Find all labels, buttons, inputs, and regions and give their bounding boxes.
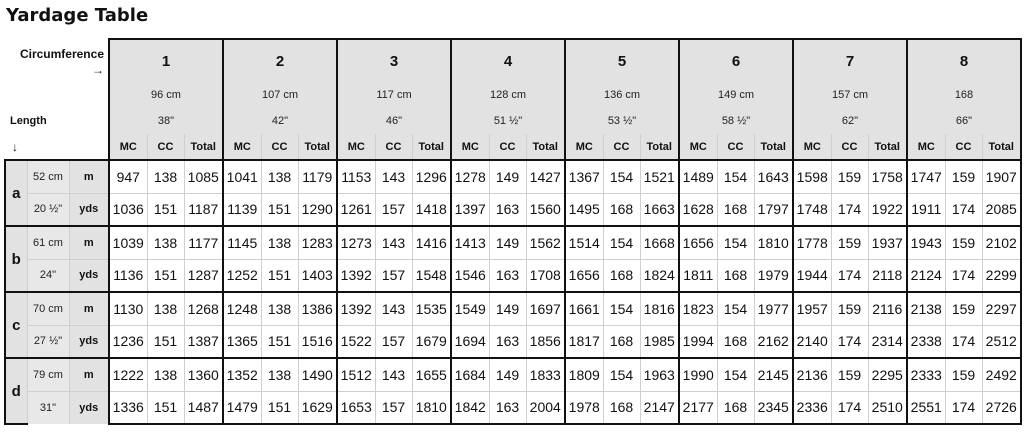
circumference-inch: 46" xyxy=(337,108,451,134)
table-cell: 1516 xyxy=(298,325,337,358)
table-cell: 174 xyxy=(945,391,982,424)
yardage-table xyxy=(4,38,1022,425)
unit-label: yds xyxy=(69,325,109,358)
table-cell: 1653 xyxy=(337,391,375,424)
column-subheader: MC xyxy=(337,134,375,160)
circumference-header-cell xyxy=(5,39,109,82)
table-cell: 1816 xyxy=(640,292,679,325)
table-cell: 168 xyxy=(603,193,640,226)
table-cell: 1985 xyxy=(640,325,679,358)
table-cell: 1287 xyxy=(184,259,223,292)
length-cm: 61 cm xyxy=(27,226,69,259)
table-cell: 143 xyxy=(375,292,412,325)
table-cell: 1495 xyxy=(565,193,603,226)
table-cell: 138 xyxy=(261,160,298,193)
column-subheader: MC xyxy=(109,134,147,160)
table-cell: 2004 xyxy=(526,391,565,424)
table-cell: 1179 xyxy=(298,160,337,193)
table-cell: 2551 xyxy=(907,391,945,424)
table-cell: 1512 xyxy=(337,358,375,391)
right-arrow-icon: → xyxy=(92,63,104,77)
table-cell: 151 xyxy=(147,259,184,292)
circumference-inch: 51 ½" xyxy=(451,108,565,134)
table-cell: 1833 xyxy=(526,358,565,391)
length-cm: 52 cm xyxy=(27,160,69,193)
table-cell: 154 xyxy=(603,226,640,259)
table-cell: 1944 xyxy=(793,259,831,292)
table-cell: 1153 xyxy=(337,160,375,193)
table-cell: 1397 xyxy=(451,193,489,226)
table-cell: 149 xyxy=(489,358,526,391)
circumference-cm: 149 cm xyxy=(679,82,793,108)
table-cell: 154 xyxy=(717,226,754,259)
table-cell: 163 xyxy=(489,259,526,292)
table-cell: 138 xyxy=(147,292,184,325)
table-cell: 151 xyxy=(261,391,298,424)
table-cell: 1387 xyxy=(184,325,223,358)
table-cell: 2085 xyxy=(982,193,1021,226)
table-cell: 168 xyxy=(717,325,754,358)
table-cell: 2147 xyxy=(640,391,679,424)
size-number: 6 xyxy=(679,39,793,82)
table-cell: 2116 xyxy=(868,292,907,325)
table-cell: 163 xyxy=(489,193,526,226)
table-cell: 138 xyxy=(261,292,298,325)
table-cell: 1797 xyxy=(754,193,793,226)
table-cell: 138 xyxy=(147,160,184,193)
table-cell: 1679 xyxy=(412,325,451,358)
table-cell: 1708 xyxy=(526,259,565,292)
table-cell: 1041 xyxy=(223,160,261,193)
table-cell: 1489 xyxy=(679,160,717,193)
column-subheader: Total xyxy=(868,134,907,160)
table-cell: 154 xyxy=(603,358,640,391)
column-subheader: CC xyxy=(261,134,298,160)
table-cell: 1778 xyxy=(793,226,831,259)
column-subheader: Total xyxy=(640,134,679,160)
unit-label: yds xyxy=(69,259,109,292)
table-cell: 154 xyxy=(603,292,640,325)
table-cell: 1187 xyxy=(184,193,223,226)
table-cell: 154 xyxy=(717,358,754,391)
circumference-inch: 53 ½" xyxy=(565,108,679,134)
length-inch: 31" xyxy=(27,391,69,424)
table-cell: 1978 xyxy=(565,391,603,424)
table-cell: 159 xyxy=(945,358,982,391)
table-cell: 1535 xyxy=(412,292,451,325)
table-cell: 168 xyxy=(717,259,754,292)
column-subheader: MC xyxy=(793,134,831,160)
table-cell: 159 xyxy=(945,160,982,193)
circumference-cm: 136 cm xyxy=(565,82,679,108)
table-cell: 1403 xyxy=(298,259,337,292)
table-cell: 1367 xyxy=(565,160,603,193)
table-cell: 1036 xyxy=(109,193,147,226)
table-cell: 2118 xyxy=(868,259,907,292)
length-inch: 24" xyxy=(27,259,69,292)
table-cell: 1360 xyxy=(184,358,223,391)
table-cell: 1943 xyxy=(907,226,945,259)
table-cell: 2136 xyxy=(793,358,831,391)
size-number: 8 xyxy=(907,39,1021,82)
table-cell: 1522 xyxy=(337,325,375,358)
header-spacer xyxy=(5,82,109,108)
table-cell: 1598 xyxy=(793,160,831,193)
circumference-cm: 157 cm xyxy=(793,82,907,108)
circumference-inch: 38" xyxy=(109,108,223,134)
table-cell: 163 xyxy=(489,325,526,358)
length-inch: 20 ½" xyxy=(27,193,69,226)
table-cell: 1139 xyxy=(223,193,261,226)
table-cell: 174 xyxy=(945,325,982,358)
table-cell: 168 xyxy=(603,259,640,292)
table-cell: 1039 xyxy=(109,226,147,259)
table-cell: 1663 xyxy=(640,193,679,226)
table-cell: 2162 xyxy=(754,325,793,358)
length-arrow-cell xyxy=(5,134,109,160)
column-subheader: CC xyxy=(489,134,526,160)
column-subheader: Total xyxy=(526,134,565,160)
table-cell: 1977 xyxy=(754,292,793,325)
table-cell: 1386 xyxy=(298,292,337,325)
table-cell: 151 xyxy=(261,193,298,226)
table-cell: 159 xyxy=(945,226,982,259)
table-cell: 143 xyxy=(375,160,412,193)
column-subheader: MC xyxy=(679,134,717,160)
table-cell: 1296 xyxy=(412,160,451,193)
table-cell: 159 xyxy=(831,226,868,259)
table-cell: 174 xyxy=(831,391,868,424)
column-subheader: CC xyxy=(147,134,184,160)
table-cell: 1758 xyxy=(868,160,907,193)
table-cell: 163 xyxy=(489,391,526,424)
table-cell: 1694 xyxy=(451,325,489,358)
table-cell: 159 xyxy=(831,358,868,391)
table-cell: 143 xyxy=(375,226,412,259)
column-subheader: MC xyxy=(565,134,603,160)
table-cell: 2333 xyxy=(907,358,945,391)
table-cell: 138 xyxy=(147,358,184,391)
table-cell: 2512 xyxy=(982,325,1021,358)
table-cell: 2299 xyxy=(982,259,1021,292)
column-subheader: CC xyxy=(717,134,754,160)
table-cell: 157 xyxy=(375,193,412,226)
table-cell: 1479 xyxy=(223,391,261,424)
table-cell: 2138 xyxy=(907,292,945,325)
table-cell: 1656 xyxy=(565,259,603,292)
column-subheader: MC xyxy=(223,134,261,160)
column-subheader: Total xyxy=(754,134,793,160)
table-cell: 159 xyxy=(945,292,982,325)
table-cell: 149 xyxy=(489,292,526,325)
table-cell: 1177 xyxy=(184,226,223,259)
length-letter: b xyxy=(5,226,27,292)
table-cell: 2492 xyxy=(982,358,1021,391)
table-cell: 1392 xyxy=(337,259,375,292)
table-cell: 149 xyxy=(489,160,526,193)
table-cell: 1487 xyxy=(184,391,223,424)
table-cell: 1562 xyxy=(526,226,565,259)
circumference-inch: 42" xyxy=(223,108,337,134)
table-cell: 1937 xyxy=(868,226,907,259)
length-label: Length xyxy=(10,115,47,127)
table-cell: 1747 xyxy=(907,160,945,193)
table-cell: 154 xyxy=(717,160,754,193)
table-cell: 1810 xyxy=(412,391,451,424)
table-cell: 2124 xyxy=(907,259,945,292)
unit-label: m xyxy=(69,358,109,391)
table-cell: 1922 xyxy=(868,193,907,226)
table-cell: 1145 xyxy=(223,226,261,259)
size-number: 4 xyxy=(451,39,565,82)
table-cell: 151 xyxy=(147,391,184,424)
table-cell: 174 xyxy=(831,193,868,226)
table-cell: 138 xyxy=(261,358,298,391)
table-cell: 1628 xyxy=(679,193,717,226)
table-cell: 174 xyxy=(831,259,868,292)
table-cell: 1823 xyxy=(679,292,717,325)
down-arrow-icon: ↓ xyxy=(12,139,18,154)
table-cell: 1521 xyxy=(640,160,679,193)
table-cell: 138 xyxy=(261,226,298,259)
table-cell: 1811 xyxy=(679,259,717,292)
table-cell: 1546 xyxy=(451,259,489,292)
table-cell: 1236 xyxy=(109,325,147,358)
table-cell: 159 xyxy=(831,160,868,193)
table-cell: 157 xyxy=(375,325,412,358)
table-cell: 159 xyxy=(831,292,868,325)
unit-label: yds xyxy=(69,391,109,424)
table-cell: 2297 xyxy=(982,292,1021,325)
table-cell: 1278 xyxy=(451,160,489,193)
table-cell: 1365 xyxy=(223,325,261,358)
length-letter: a xyxy=(5,160,27,226)
column-subheader: CC xyxy=(945,134,982,160)
table-cell: 1668 xyxy=(640,226,679,259)
table-cell: 947 xyxy=(109,160,147,193)
table-cell: 1248 xyxy=(223,292,261,325)
table-cell: 1979 xyxy=(754,259,793,292)
column-subheader: Total xyxy=(982,134,1021,160)
table-cell: 1261 xyxy=(337,193,375,226)
table-cell: 1130 xyxy=(109,292,147,325)
unit-label: m xyxy=(69,226,109,259)
column-subheader: MC xyxy=(451,134,489,160)
table-cell: 2510 xyxy=(868,391,907,424)
circumference-label: Circumference xyxy=(19,47,104,61)
table-cell: 2726 xyxy=(982,391,1021,424)
table-cell: 2177 xyxy=(679,391,717,424)
table-cell: 2295 xyxy=(868,358,907,391)
size-number: 7 xyxy=(793,39,907,82)
circumference-inch: 62" xyxy=(793,108,907,134)
unit-label: m xyxy=(69,292,109,325)
table-cell: 151 xyxy=(147,325,184,358)
table-cell: 1656 xyxy=(679,226,717,259)
table-cell: 1697 xyxy=(526,292,565,325)
table-cell: 1810 xyxy=(754,226,793,259)
table-cell: 149 xyxy=(489,226,526,259)
table-cell: 138 xyxy=(147,226,184,259)
table-cell: 1427 xyxy=(526,160,565,193)
column-subheader: CC xyxy=(831,134,868,160)
column-subheader: Total xyxy=(412,134,451,160)
column-subheader: CC xyxy=(603,134,640,160)
table-cell: 174 xyxy=(945,193,982,226)
table-cell: 1085 xyxy=(184,160,223,193)
table-cell: 174 xyxy=(831,325,868,358)
table-cell: 143 xyxy=(375,358,412,391)
table-cell: 1629 xyxy=(298,391,337,424)
table-cell: 1748 xyxy=(793,193,831,226)
length-letter: d xyxy=(5,358,27,424)
table-cell: 1643 xyxy=(754,160,793,193)
table-cell: 1392 xyxy=(337,292,375,325)
length-header-cell xyxy=(5,108,109,134)
table-cell: 2145 xyxy=(754,358,793,391)
column-subheader: Total xyxy=(298,134,337,160)
page-title: Yardage Table xyxy=(6,5,149,26)
table-cell: 168 xyxy=(603,391,640,424)
unit-label: yds xyxy=(69,193,109,226)
table-cell: 2345 xyxy=(754,391,793,424)
table-cell: 1856 xyxy=(526,325,565,358)
table-cell: 151 xyxy=(147,193,184,226)
circumference-cm: 128 cm xyxy=(451,82,565,108)
table-cell: 1418 xyxy=(412,193,451,226)
table-cell: 157 xyxy=(375,259,412,292)
table-cell: 1824 xyxy=(640,259,679,292)
table-cell: 1336 xyxy=(109,391,147,424)
table-cell: 1994 xyxy=(679,325,717,358)
table-cell: 1548 xyxy=(412,259,451,292)
table-cell: 1842 xyxy=(451,391,489,424)
circumference-inch: 66" xyxy=(907,108,1021,134)
size-number: 3 xyxy=(337,39,451,82)
table-cell: 1809 xyxy=(565,358,603,391)
table-cell: 1560 xyxy=(526,193,565,226)
table-cell: 157 xyxy=(375,391,412,424)
table-cell: 154 xyxy=(717,292,754,325)
size-number: 1 xyxy=(109,39,223,82)
circumference-cm: 168 xyxy=(907,82,1021,108)
table-cell: 168 xyxy=(717,391,754,424)
size-number: 5 xyxy=(565,39,679,82)
table-cell: 151 xyxy=(261,259,298,292)
table-cell: 174 xyxy=(945,259,982,292)
table-cell: 151 xyxy=(261,325,298,358)
table-cell: 2102 xyxy=(982,226,1021,259)
table-cell: 168 xyxy=(717,193,754,226)
table-cell: 1413 xyxy=(451,226,489,259)
table-cell: 154 xyxy=(603,160,640,193)
table-cell: 1352 xyxy=(223,358,261,391)
column-subheader: CC xyxy=(375,134,412,160)
table-cell: 2140 xyxy=(793,325,831,358)
table-cell: 1963 xyxy=(640,358,679,391)
length-cm: 70 cm xyxy=(27,292,69,325)
table-cell: 1136 xyxy=(109,259,147,292)
size-number: 2 xyxy=(223,39,337,82)
circumference-cm: 107 cm xyxy=(223,82,337,108)
table-cell: 1957 xyxy=(793,292,831,325)
table-cell: 1490 xyxy=(298,358,337,391)
table-cell: 1222 xyxy=(109,358,147,391)
circumference-inch: 58 ½" xyxy=(679,108,793,134)
table-cell: 1290 xyxy=(298,193,337,226)
table-cell: 1416 xyxy=(412,226,451,259)
column-subheader: Total xyxy=(184,134,223,160)
circumference-cm: 117 cm xyxy=(337,82,451,108)
table-cell: 168 xyxy=(603,325,640,358)
table-cell: 1817 xyxy=(565,325,603,358)
table-cell: 1252 xyxy=(223,259,261,292)
length-inch: 27 ½" xyxy=(27,325,69,358)
table-cell: 1514 xyxy=(565,226,603,259)
table-cell: 2336 xyxy=(793,391,831,424)
table-cell: 1990 xyxy=(679,358,717,391)
table-cell: 1911 xyxy=(907,193,945,226)
unit-label: m xyxy=(69,160,109,193)
table-cell: 1549 xyxy=(451,292,489,325)
length-letter: c xyxy=(5,292,27,358)
table-cell: 2338 xyxy=(907,325,945,358)
table-cell: 1661 xyxy=(565,292,603,325)
table-cell: 1273 xyxy=(337,226,375,259)
table-cell: 1655 xyxy=(412,358,451,391)
table-cell: 2314 xyxy=(868,325,907,358)
table-cell: 1684 xyxy=(451,358,489,391)
table-cell: 1283 xyxy=(298,226,337,259)
table-cell: 1907 xyxy=(982,160,1021,193)
length-cm: 79 cm xyxy=(27,358,69,391)
table-cell: 1268 xyxy=(184,292,223,325)
circumference-cm: 96 cm xyxy=(109,82,223,108)
column-subheader: MC xyxy=(907,134,945,160)
